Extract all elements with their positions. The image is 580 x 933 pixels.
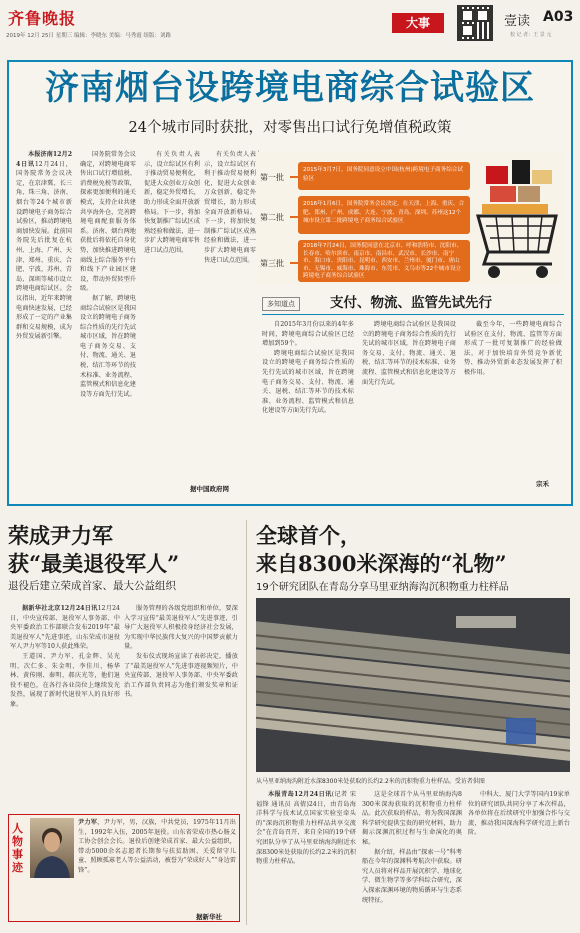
masthead [0, 0, 580, 46]
profile-text: 尹力军，尹力军，男，汉族，中共党员，1975年11月出生，1992年入伍，2005年退役。山东省荣成市热心肠义工协会创会会长。退役后创建荣成首家、最大公益组织，带动5000余名志愿者长期参与扶贫助困、关爱留守儿童、照顾孤寡老人等公益活动，被誉为“荣成好人”“身边雷锋”。 [78, 819, 236, 874]
photo-caption: 从马里亚纳海沟附近水深8300米处获取的长约2.2米的沉积物重力柱样品。受访者供图 [256, 778, 485, 785]
story2-body-d: 发布仪式现场宣读了表彰决定，播放了“最美退役军人”先进事迹视频短片，中央宣传部、退役军人事务部、中央军委政治工作部负责同志为他们颁发奖章和证书。 [124, 652, 238, 699]
story2-subtitle: 退役后建立荣成首家、最大公益组织 [8, 580, 176, 592]
story2-column-1 [10, 604, 120, 804]
story2-body-b: 王道国、尹力军、孔金辉、吴光明、次仁多、朱金明、李佳川、杨华林、黄传刚、秦明、郝庆光等，他们退役不褪色，在各行各业岗位上继续发光发热，展现了新时代退役军人的良好形象。 [10, 652, 120, 708]
knowledge-tag: 多知道点 [262, 297, 300, 311]
story1-body-c-cont: 有关负责人表示，设立综试区有利于推动贸易便利化，促进大众创业万众创新，稳定外贸增长，助力形成全面开放新格局。下一步，将加快复制推广综试区成熟经验和做法，进一步扩大跨境电商零售进口试点范围。 [204, 151, 256, 264]
story2-byline: 据新华社北京12月24日讯 [22, 605, 98, 612]
story2-title-line1: 荣成尹力军 [8, 523, 113, 548]
story1-body-c: 有关负责人表示，设立综试区有利于推动贸易便利化，促进大众创业万众创新，稳定外贸增长，助力形成全面开放新格局。下一步，将加快复制推广综试区成熟经验和做法，进一步扩大跨境电商零售进口试点范围。 [144, 151, 200, 254]
page-name: 壹读 [504, 14, 531, 29]
story3-body-c: 据介绍，样品由“探索一号”科考船在今年的深渊科考航次中获取。研究人员将对样品开展沉积学、地球化学、微生物学等多学科综合研究，深入探索深渊环境的物质循环与生态系统特征。 [362, 848, 462, 904]
headline-cross-border-zone: 济南烟台设跨境电商综合试验区 [45, 68, 535, 108]
timeline-label-2: 第二批 [260, 213, 284, 222]
knowledge-source: 宗禾 [536, 480, 549, 488]
masthead-logo: 齐鲁晚报 [8, 9, 77, 28]
story3-reporter: (记者 宋福锋 通讯员 高倩) [256, 791, 356, 808]
knowledge-body-b-2: 跨境电商综合试验区是我国设立的跨境电子商务综合性质的先行先试的城市区域，旨在跨境电子商务交易、支付、物流、通关、退税、结汇等环节的技术标准、业务流程、监管模式和信息化建设等方面先行先试。 [362, 321, 456, 386]
story3-body-b: 这是全球首个从马里亚纳海沟8300米深海获取的沉积物重力柱样品。此次获取的样品，将为我国深渊科学研究提供宝贵的研究材料，助力揭示深渊沉积过程与生命演化的奥秘。 [362, 791, 462, 846]
story2-body-c: 服务管理的各级党组织和单位，要深入学习宣传“最美退役军人”先进事迹，引导广大退役军人积极投身经济社会发展，为实现中华民族伟大复兴的中国梦贡献力量。 [124, 605, 238, 651]
story2-column-2 [124, 604, 238, 804]
story3-body-a: 24日，由青岛海洋科学与技术试点国家实验室牵头的“深海沉积物重力柱样品共享交流会”在青岛召开，来自全国的19个研究团队分享了从马里亚纳海沟附近水深8300米处获取的长约2.2米的沉积物重力柱样品。 [256, 800, 356, 866]
subheadline-cross-border-zone: 24个城市同时获批，对零售出口试行免增值税政策 [128, 120, 452, 136]
story3-body-d: 中科大、厦门大学等国内19家单位的研究团队共同分享了本次样品，各单位将在后续研究中加强合作与交流，推动我国深海科学研究迈上新台阶。 [468, 791, 570, 837]
shopping-cart-icon [476, 160, 561, 280]
knowledge-body-b-1: 跨境电商综合试验区是我国设立的跨境电子商务综合性质的先行先试的城市区域，旨在跨境电子商务交易、支付、物流、通关、退税、结汇等环节的技术标准、业务流程、监管模式和信息化建设等方面先行先试。 [262, 349, 354, 415]
story3-column-1 [256, 790, 356, 924]
section-tag: 大事 [392, 13, 444, 33]
story1-body-a: 12月24日，国务院常务会议决定，在京津冀、长三角、珠三角、济南、烟台等24个城市新设跨境电子商务综合试验区，推动跨境电商加快发展。此前国务院先后批复在杭州、上海、广州、天津、郑州、重庆、合肥、宁波、苏州、青岛、深圳等城市设立跨境电商综试区。会议指出，近年来跨境电商快速发展，已经形成了一定的产业集群和交易规模，成为外贸发展新引擎。 [16, 160, 72, 341]
story2-title-line2: 获“最美退役军人” [8, 551, 180, 576]
story1-byline: 本报济南12月24日讯 [16, 151, 72, 168]
story3-title-line2: 来自8300米深海的“礼物” [256, 551, 507, 576]
sidebar-tag-figure: 人物事迹 [12, 822, 23, 874]
timeline-arrow-1 [290, 176, 298, 178]
portrait-photo [30, 818, 74, 878]
knowledge-column-1 [262, 320, 354, 488]
timeline-text-3: 2018年7月24日，国务院同意在北京市、呼和浩特市、沈阳市、长春市、哈尔滨市、南京市、南昌市、武汉市、长沙市、南宁市、海口市、贵阳市、昆明市、西安市、兰州市、厦门市、唐山市、无锡市、威海市、珠海市、东莞市、义乌市等22个城市设立跨境电子商务综合试验区 [303, 243, 463, 280]
story1-column-1 [16, 150, 72, 480]
story3-title-line1: 全球首个， [256, 523, 361, 548]
page-number: A03 [543, 9, 574, 25]
profile-name: 尹力军 [78, 819, 98, 826]
knowledge-body-a: 自2015年3月份以来的4年多时间，跨境电商综合试验区已经增加到59个。 [262, 321, 354, 348]
sediment-core-photo [256, 598, 570, 772]
story1-body-b: 国务院常务会议确定，对跨境电商零售出口试行增值税、消费税免税等政策，探索更加便利的通关模式，支持企业共建共享海外仓，完善跨境电商配套服务体系。济南、烟台两地获批后将依托自身优势，加快推进跨境电商线上综合服务平台和线下产业园区建设，带动外贸转型升级。 [80, 151, 136, 293]
timeline-arrow-2 [290, 216, 298, 218]
story2-body-a: 12月24日，中央宣传部、退役军人事务部、中央军委政治工作部联合发布2019年“最美退役军人”先进事迹，山东荣成市退役军人尹力军等10人获此殊荣。 [10, 605, 120, 651]
timeline-text-1: 2015年3月7日，国务院同意设立中国(杭州)跨境电子商务综合试验区 [303, 167, 463, 182]
story1-source: 据中国政府网 [190, 485, 229, 493]
bottom-divider [246, 520, 247, 925]
story3-column-3 [468, 790, 570, 924]
knowledge-column-2 [362, 320, 456, 488]
story2-source: 据新华社 [196, 913, 222, 921]
page-sub-meta: 校 记 者：王 景 元 [510, 32, 552, 38]
timeline-infographic [258, 152, 565, 284]
story1-column-4 [204, 150, 256, 480]
knowledge-body-c: 截至今年，一些跨境电商综合试验区在支付、物流、监管等方面形成了一批可复制推广的经验做法，对于加快培育外贸竞争新优势、推动外贸新业态发展发挥了积极作用。 [464, 321, 562, 376]
story1-column-3 [144, 150, 200, 480]
knowledge-title: 支付、物流、监管先试先行 [330, 295, 492, 311]
knowledge-rule [262, 314, 564, 315]
timeline-text-2: 2016年1月6日，国务院常务会议决定，在天津、上海、重庆、合肥、郑州、广州、成都、大连、宁波、青岛、深圳、苏州这12个城市设立第二批跨境电子商务综合试验区 [303, 201, 465, 224]
story1-body-d: 据了解，跨境电商综合试验区是我国设立的跨境电子商务综合性质的先行先试城市区域，旨在跨境电子商务交易、支付、物流、通关、退税、结汇等环节的技术标准、业务流程、监管模式和信息化建设等方面先行先试。 [80, 294, 136, 398]
story1-column-2 [80, 150, 136, 480]
timeline-label-1: 第一批 [260, 173, 284, 182]
timeline-label-3: 第三批 [260, 259, 284, 268]
timeline-box-3 [298, 240, 470, 282]
story3-column-2 [362, 790, 462, 924]
timeline-box-1 [298, 162, 470, 190]
profile-body: 尹力军，男，汉族，中共党员，1975年11月出生，1992年入伍，2005年退役。山东省荣成市热心肠义工协会创会会长。退役后创建荣成首家、最大公益组织，带动5000余名志愿者长期参与扶贫助困、关爱留守儿童、照顾孤寡老人等公益活动，被誉为“荣成好人”“身边雷锋”。 [78, 819, 236, 874]
qr-code-icon [457, 5, 493, 41]
timeline-arrow-3 [290, 262, 298, 264]
knowledge-column-3 [464, 320, 562, 480]
masthead-meta: 2019年 12月 25日 星期三 编辑：李晓东 美编：马秀霞 组版：刘路 [6, 33, 171, 39]
story3-byline: 本报青岛12月24日讯 [268, 791, 332, 798]
story3-subtitle: 19个研究团队在青岛分享马里亚纳海沟沉积物重力柱样品 [256, 582, 509, 593]
timeline-box-2 [298, 196, 470, 234]
